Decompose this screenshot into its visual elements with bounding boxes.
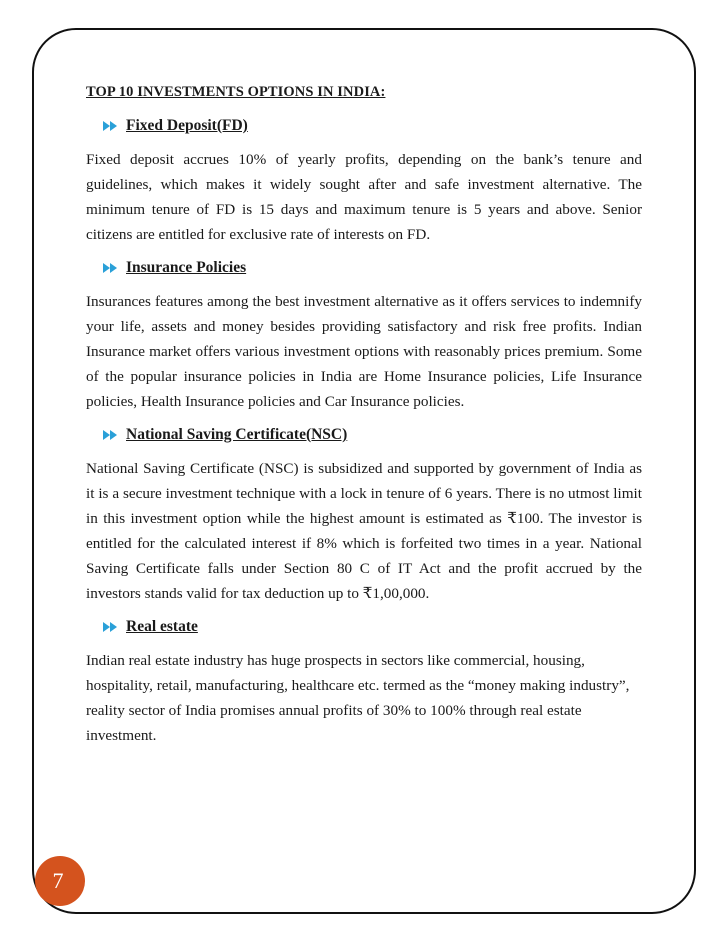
section-heading-label: Fixed Deposit(FD) xyxy=(126,117,248,134)
section-body-fixed-deposit: Fixed deposit accrues 10% of yearly profits, depending on the bank’s tenure and guidelines, which makes it widely sought after and safe investment alternative. The minimum tenure of FD is 15 days and maximum tenure is 5 years and above. Senior citizens are entitled for exclusive rate of interests on FD. xyxy=(86,151,642,243)
double-right-arrow-icon xyxy=(103,263,117,273)
section-heading-real-estate xyxy=(103,616,642,638)
section-heading-label: Insurance Policies xyxy=(126,259,247,276)
double-right-arrow-icon xyxy=(103,121,117,131)
page-title: TOP 10 INVESTMENTS OPTIONS IN INDIA: xyxy=(86,84,386,100)
page-number: 7 xyxy=(52,868,64,893)
double-right-arrow-icon xyxy=(103,622,117,632)
section-heading-label: Real estate xyxy=(126,618,198,635)
section-heading-insurance-policies xyxy=(103,257,642,279)
double-right-arrow-icon xyxy=(103,430,117,440)
section-body-insurance-policies: Insurances features among the best investment alternative as it offers services to indemnify your life, assets and money besides providing satisfactory and risk free profits. Indian Insurance market offers various investment options with reasonably prices premium. Some of the popular insurance policies in India are Home Insurance policies, Life Insurance policies, Health Insurance policies and Car Insurance policies. xyxy=(86,293,642,410)
section-heading-label: National Saving Certificate(NSC) xyxy=(126,426,348,443)
document-content xyxy=(86,84,642,758)
section-heading-nsc xyxy=(103,424,642,446)
section-body-nsc: National Saving Certificate (NSC) is subsidized and supported by government of India as it is a secure investment technique with a lock in tenure of 6 years. There is no utmost limit in this investment option while the highest amount is estimated as ₹100. The investor is entitled for the calculated interest if 8% which is forfeited two times in a year. National Saving Certificate falls under Section 80 C of IT Act and the profit accrued by the investors stands valid for tax deduction up to ₹1,00,000. xyxy=(86,460,642,602)
section-heading-fixed-deposit xyxy=(103,115,642,137)
page-number-badge xyxy=(35,856,85,906)
section-body-real-estate: Indian real estate industry has huge prospects in sectors like commercial, housing, hospitality, retail, manufacturing, healthcare etc. termed as the “money making industry”, reality sector of India promises annual profits of 30% to 100% through real estate investment. xyxy=(86,652,630,744)
